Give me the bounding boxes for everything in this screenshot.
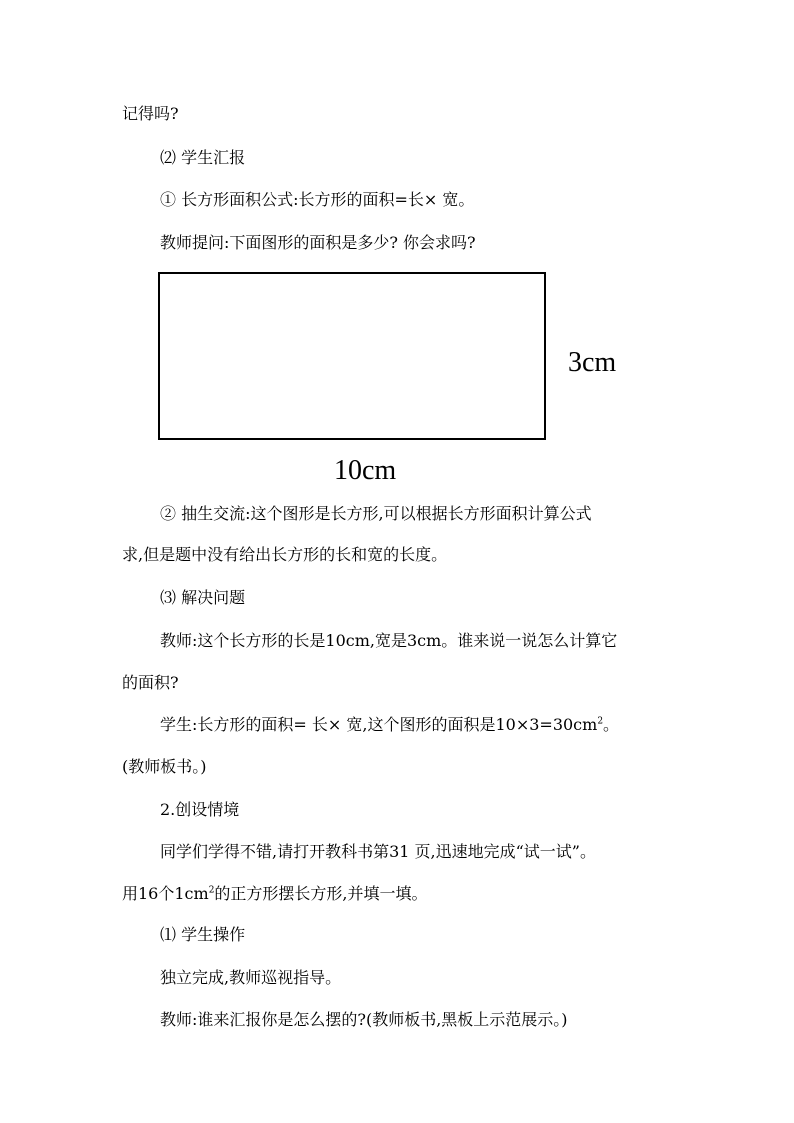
text-segment: 的正方形摆长方形,并填一填。 (214, 884, 428, 903)
section-heading: ⑵ 学生汇报 (160, 148, 246, 167)
width-label: 3cm (568, 347, 617, 378)
superscript: 2 (208, 885, 215, 896)
text-line: 教师:谁来汇报你是怎么摆的?(教师板书,黑板上示范展示。) (160, 1010, 568, 1029)
text-line: 的面积? (122, 673, 179, 692)
text-line: 独立完成,教师巡视指导。 (160, 968, 342, 987)
text-line: ② 抽生交流:这个图形是长方形,可以根据长方形面积计算公式 (160, 504, 592, 523)
text-segment: 用16个1cm (122, 884, 209, 903)
section-heading: ⑴ 学生操作 (160, 925, 246, 944)
text-line: (教师板书。) (122, 757, 207, 776)
rectangle-figure (158, 272, 546, 440)
text-line: 教师提问:下面图形的面积是多少? 你会求吗? (160, 233, 476, 252)
section-heading: 2.创设情境 (160, 800, 240, 819)
text-line: ① 长方形面积公式:长方形的面积=长× 宽。 (160, 190, 475, 209)
text-line (160, 715, 619, 735)
text-line (122, 884, 428, 904)
text-segment: 学生:长方形的面积= 长× 宽,这个图形的面积是10×3=30cm (160, 715, 598, 734)
text-line: 求,但是题中没有给出长方形的长和宽的长度。 (122, 545, 448, 564)
section-heading: ⑶ 解决问题 (160, 588, 246, 607)
superscript: 2 (597, 716, 604, 727)
text-line: 教师:这个长方形的长是10cm,宽是3cm。谁来说一说怎么计算它 (160, 631, 618, 650)
text-line: 同学们学得不错,请打开教科书第31 页,迅速地完成“试一试”。 (160, 842, 596, 861)
text-line: 记得吗? (122, 104, 179, 123)
text-segment: 。 (603, 715, 620, 734)
length-label: 10cm (334, 455, 397, 486)
